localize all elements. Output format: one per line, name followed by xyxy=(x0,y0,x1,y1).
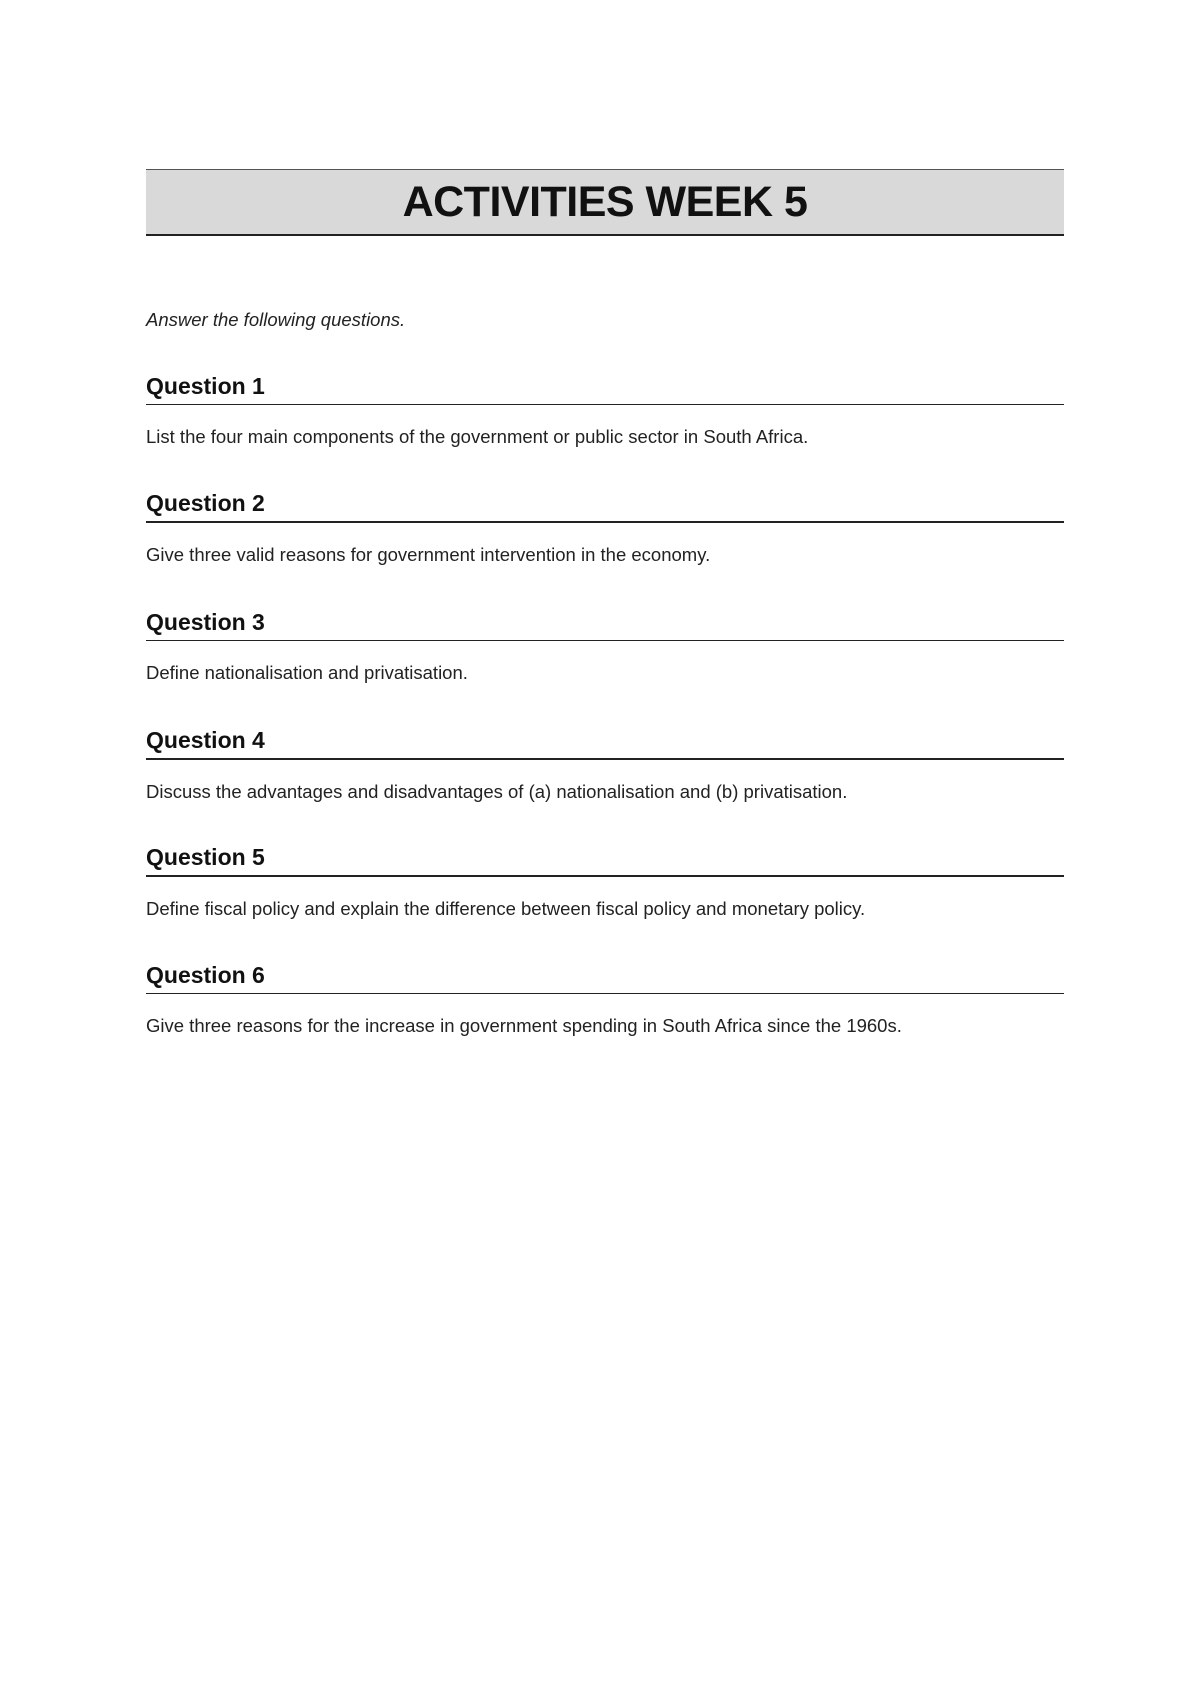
question-block-3 xyxy=(146,609,1064,685)
question-block-5 xyxy=(146,844,1064,921)
question-text: Define nationalisation and privatisation. xyxy=(146,662,468,684)
question-text: Give three reasons for the increase in government spending in South Africa since the 1960s. xyxy=(146,1015,902,1037)
question-heading: Question 4 xyxy=(146,727,1064,760)
question-heading: Question 2 xyxy=(146,490,1064,523)
page-title: ACTIVITIES WEEK 5 xyxy=(402,177,808,226)
question-text: Define fiscal policy and explain the difference between fiscal policy and monetary policy. xyxy=(146,898,866,920)
title-banner xyxy=(146,169,1064,236)
question-block-6 xyxy=(146,962,1064,1038)
question-block-1 xyxy=(146,373,1064,449)
question-heading: Question 1 xyxy=(146,373,1064,405)
question-block-2 xyxy=(146,490,1064,567)
question-heading: Question 5 xyxy=(146,844,1064,877)
question-text: Give three valid reasons for government intervention in the economy. xyxy=(146,544,711,566)
question-heading: Question 6 xyxy=(146,962,1064,994)
question-text: Discuss the advantages and disadvantages of (a) nationalisation and (b) privatisation. xyxy=(146,781,848,803)
question-heading: Question 3 xyxy=(146,609,1064,641)
question-block-4 xyxy=(146,727,1064,804)
instructions-text: Answer the following questions. xyxy=(146,309,406,330)
question-text: List the four main components of the government or public sector in South Africa. xyxy=(146,426,809,448)
